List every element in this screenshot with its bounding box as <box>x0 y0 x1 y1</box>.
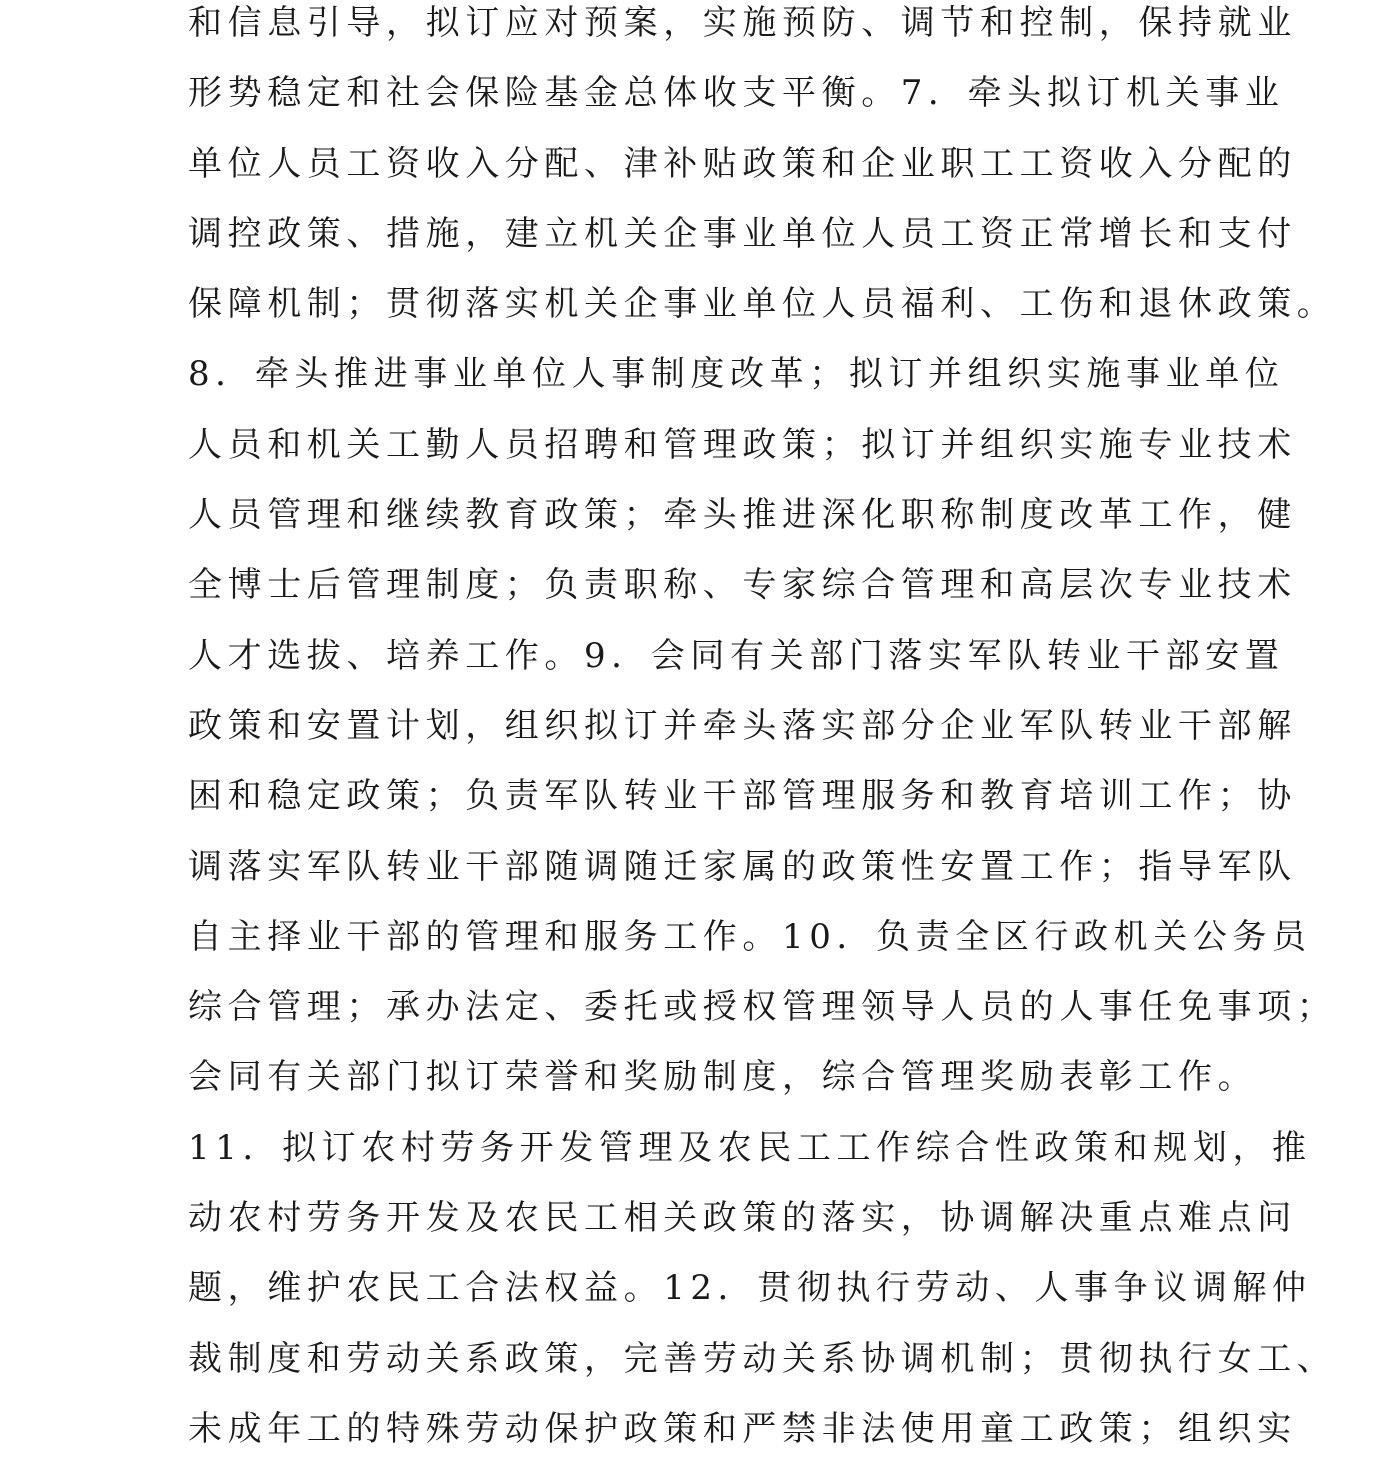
text-line: 题，维护农民工合法权益。12．贯彻执行劳动、人事争议调解仲 <box>188 1268 1312 1309</box>
text-line: 全博士后管理制度；负责职称、专家综合管理和高层次专业技术 <box>188 565 1297 606</box>
text-line: 11．拟订农村劳务开发管理及农民工工作综合性政策和规划，推 <box>188 1127 1312 1168</box>
text-line: 形势稳定和社会保险基金总体收支平衡。7．牵头拟订机关事业 <box>188 73 1285 114</box>
text-line: 会同有关部门拟订荣誉和奖励制度，综合管理奖励表彰工作。 <box>188 1057 1258 1098</box>
text-line: 人才选拔、培养工作。9．会同有关部门落实军队转业干部安置 <box>188 635 1285 676</box>
text-line: 人员和机关工勤人员招聘和管理政策；拟订并组织实施专业技术 <box>188 424 1297 465</box>
text-line: 综合管理；承办法定、委托或授权管理领导人员的人事任免事项； <box>188 987 1337 1028</box>
text-line: 和信息引导，拟订应对预案，实施预防、调节和控制，保持就业 <box>188 3 1297 43</box>
text-line: 保障机制；贯彻落实机关企事业单位人员福利、工伤和退休政策。 <box>188 284 1337 325</box>
text-line: 未成年工的特殊劳动保护政策和严禁非法使用童工政策；组织实 <box>188 1408 1297 1449</box>
text-line: 困和稳定政策；负责军队转业干部管理服务和教育培训工作；协 <box>188 776 1297 817</box>
body-text <box>188 0 1337 1464</box>
text-line: 调落实军队转业干部随调随迁家属的政策性安置工作；指导军队 <box>188 846 1297 887</box>
text-line: 动农村劳务开发及农民工相关政策的落实，协调解决重点难点问 <box>188 1198 1297 1239</box>
text-line: 裁制度和劳动关系政策，完善劳动关系协调机制；贯彻执行女工、 <box>188 1338 1337 1379</box>
text-line: 人员管理和继续教育政策；牵头推进深化职称制度改革工作，健 <box>188 495 1297 536</box>
text-line: 调控政策、措施，建立机关企事业单位人员工资正常增长和支付 <box>188 213 1297 254</box>
text-line: 8．牵头推进事业单位人事制度改革；拟订并组织实施事业单位 <box>188 354 1285 395</box>
text-line: 自主择业干部的管理和服务工作。10．负责全区行政机关公务员 <box>188 916 1312 957</box>
text-line: 政策和安置计划，组织拟订并牵头落实部分企业军队转业干部解 <box>188 705 1297 746</box>
text-line: 单位人员工资收入分配、津补贴政策和企业职工工资收入分配的 <box>188 143 1297 184</box>
